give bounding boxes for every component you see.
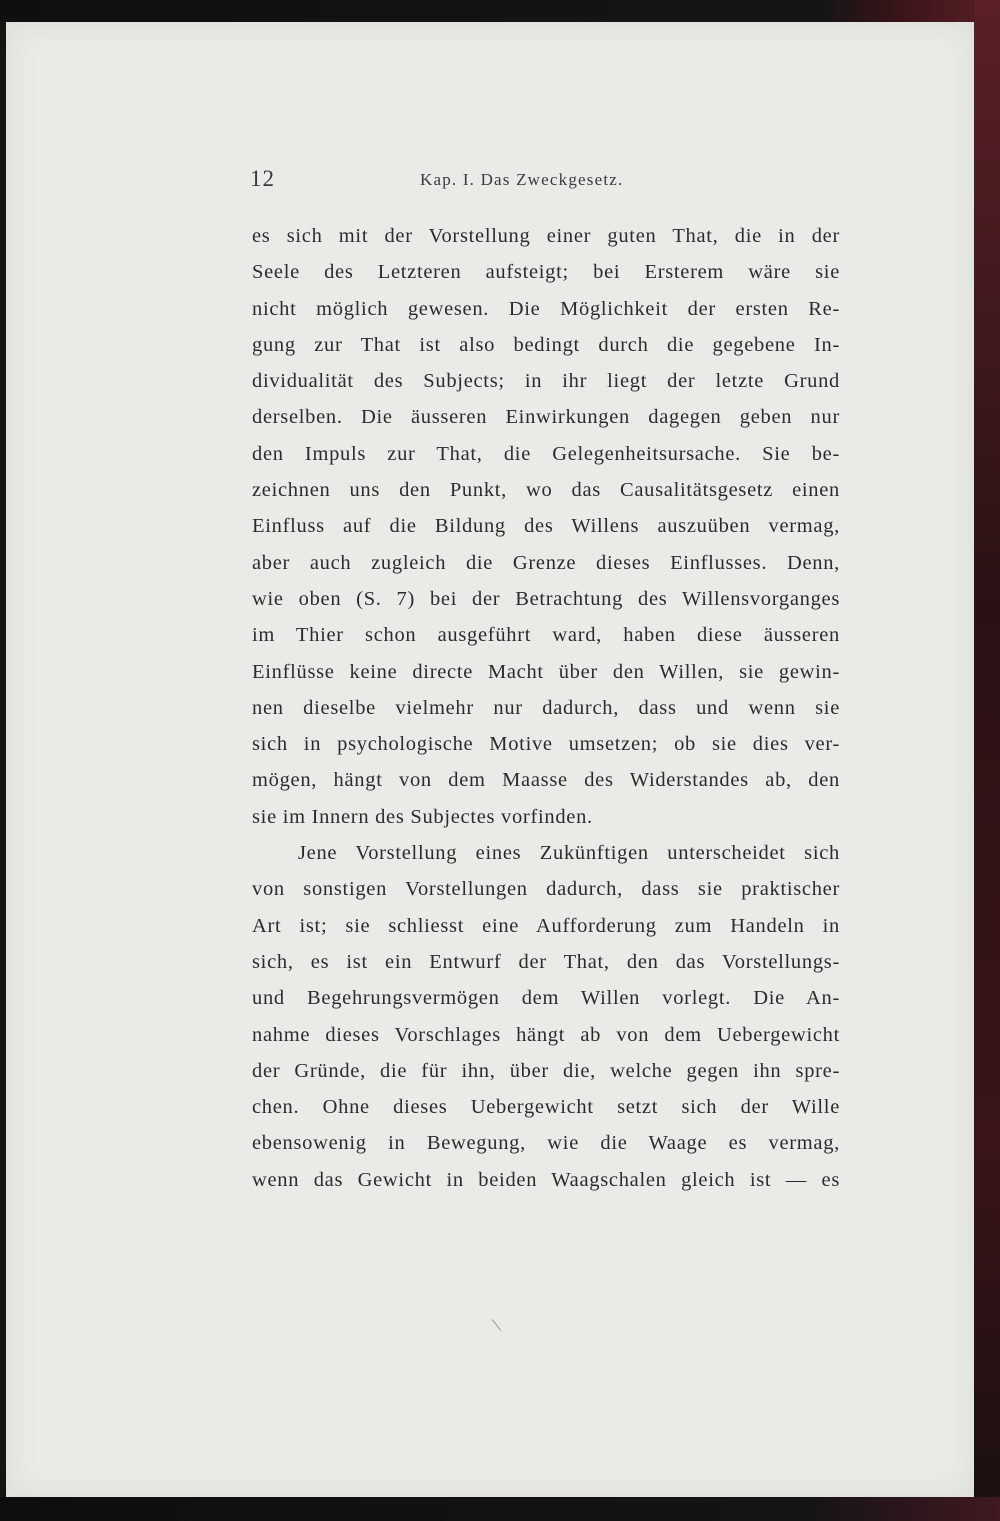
text-line: mögen, hängt von dem Maasse des Widerstandes ab, den [252, 769, 840, 792]
running-head [250, 166, 658, 206]
text-line: zeichnen uns den Punkt, wo das Causalitätsgesetz einen [252, 479, 840, 502]
text-line: im Thier schon ausgeführt ward, haben diese äusseren [252, 624, 840, 647]
text-line: den Impuls zur That, die Gelegenheitsursache. Sie be- [252, 442, 840, 465]
body-text [252, 218, 840, 1198]
text-line: wenn das Gewicht in beiden Waagschalen gleich ist — es [252, 1168, 840, 1191]
text-line: Einflüsse keine directe Macht über den Willen, sie gewin- [252, 660, 840, 683]
text-line: Einfluss auf die Bildung des Willens auszuüben vermag, [252, 515, 840, 538]
text-line: von sonstigen Vorstellungen dadurch, dass sie praktischer [252, 878, 840, 901]
text-line: derselben. Die äusseren Einwirkungen dagegen geben nur [252, 406, 840, 429]
text-line: nahme dieses Vorschlages hängt ab von dem Uebergewicht [252, 1023, 840, 1046]
text-line: sich in psychologische Motive umsetzen; ob sie dies ver- [252, 733, 840, 756]
text-line: der Gründe, die für ihn, über die, welche gegen ihn spre- [252, 1059, 840, 1082]
text-line: dividualität des Subjects; in ihr liegt der letzte Grund [252, 370, 840, 393]
text-line: chen. Ohne dieses Uebergewicht setzt sich der Wille [252, 1096, 840, 1119]
text-line: gung zur That ist also bedingt durch die gegebene In- [252, 333, 840, 356]
paragraph-1 [252, 218, 840, 835]
text-line: nicht möglich gewesen. Die Möglichkeit der ersten Re- [252, 297, 840, 320]
text-line: Art ist; sie schliesst eine Aufforderung zum Handeln in [252, 914, 840, 937]
scan-border-bottom [0, 1497, 1000, 1521]
text-line: aber auch zugleich die Grenze dieses Einflusses. Denn, [252, 551, 840, 574]
text-line: wie oben (S. 7) bei der Betrachtung des Willensvorganges [252, 587, 840, 610]
scan-border-right [974, 0, 1000, 1521]
text-line: Seele des Letzteren aufsteigt; bei Ersterem wäre sie [252, 261, 840, 284]
text-line: sie im Innern des Subjectes vorfinden. [252, 805, 593, 828]
text-line: Jene Vorstellung eines Zukünftigen unterscheidet sich [298, 842, 840, 865]
paragraph-2 [252, 835, 840, 1198]
text-line: sich, es ist ein Entwurf der That, den das Vorstellungs- [252, 950, 840, 973]
text-line: ebensowenig in Bewegung, wie die Waage es vermag, [252, 1132, 840, 1155]
text-line: es sich mit der Vorstellung einer guten That, die in der [252, 225, 840, 247]
text-line: nen dieselbe vielmehr nur dadurch, dass und wenn sie [252, 696, 840, 719]
page-number: 12 [250, 166, 275, 191]
chapter-title: Kap. I. Das Zweckgesetz. [420, 170, 624, 189]
text-line: und Begehrungsvermögen dem Willen vorlegt. Die An- [252, 987, 840, 1010]
scan-border-top [0, 0, 1000, 22]
